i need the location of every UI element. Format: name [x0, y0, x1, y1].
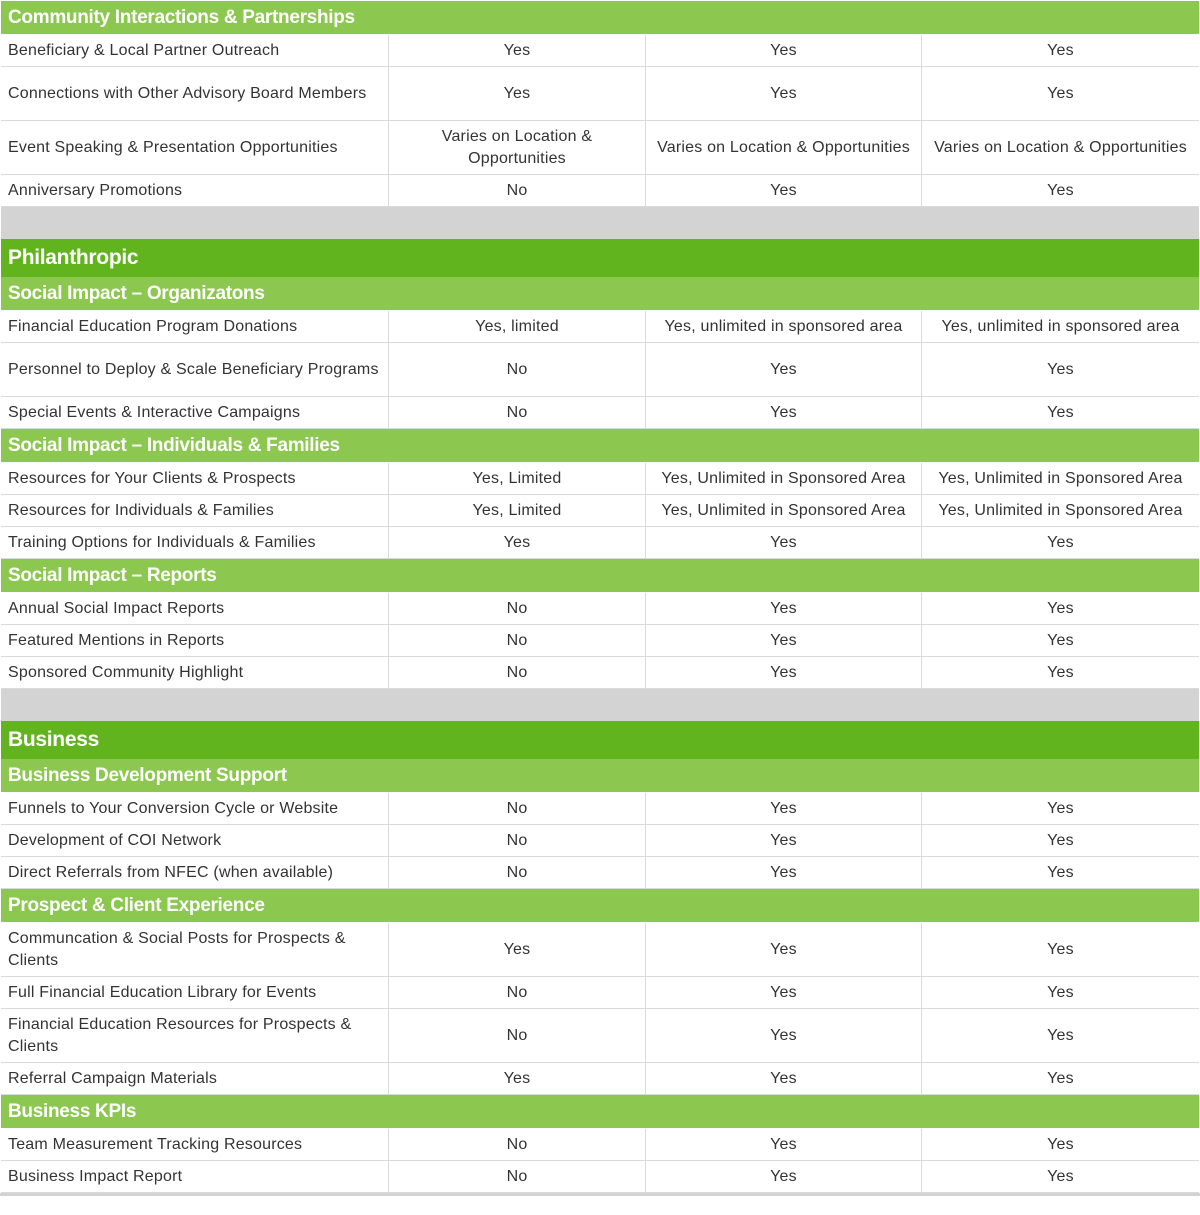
tier-2-value: Yes: [646, 343, 922, 396]
tier-2-value: Yes: [646, 1009, 922, 1062]
section-title: Social Impact – Organizatons: [8, 282, 265, 304]
section-title: Social Impact – Individuals & Families: [8, 434, 340, 456]
tier-3-value: Yes: [1047, 983, 1074, 1001]
tier-3-value: Yes, Unlimited in Sponsored Area: [938, 501, 1183, 519]
tier-3-value: Yes: [1047, 1069, 1074, 1087]
tier-3-value: Yes: [1047, 663, 1074, 681]
table-row: [1, 343, 1199, 397]
table-row: [1, 1063, 1199, 1095]
table-row: [1, 397, 1199, 429]
tier-3-value: Yes: [1047, 1167, 1074, 1185]
feature-label: Featured Mentions in Reports: [1, 625, 389, 656]
table-row: [1, 35, 1199, 67]
tier-1-value: Varies on Location & Opportunities: [389, 121, 646, 174]
tier-1-value: No: [389, 1009, 646, 1062]
tier-2-value: Yes: [646, 397, 922, 428]
tier-3-value: Yes: [1047, 1026, 1074, 1044]
feature-label: Direct Referrals from NFEC (when available): [1, 857, 389, 888]
feature-label: Team Measurement Tracking Resources: [1, 1129, 389, 1160]
tier-2-value: Yes: [646, 175, 922, 206]
subsection-header-social-impact-organizatons: [1, 277, 1199, 311]
section-title: Social Impact – Reports: [8, 564, 217, 586]
table-bottom-border: [0, 1193, 1200, 1196]
feature-label: Special Events & Interactive Campaigns: [1, 397, 389, 428]
tier-1-value: No: [389, 1129, 646, 1160]
tier-2-value: Yes: [646, 1063, 922, 1094]
table-row: [1, 67, 1199, 121]
table-row: [1, 857, 1199, 889]
table-row: [1, 657, 1199, 689]
feature-label: Business Impact Report: [1, 1161, 389, 1192]
section-spacer: [1, 689, 1199, 721]
feature-label: Connections with Other Advisory Board Members: [1, 67, 389, 120]
tier-3-value: Yes, Unlimited in Sponsored Area: [938, 469, 1183, 487]
feature-label: Resources for Individuals & Families: [1, 495, 389, 526]
section-title: Business Development Support: [8, 764, 287, 786]
section-title: Business KPIs: [8, 1100, 137, 1122]
tier-1-value: Yes: [389, 67, 646, 120]
tier-2-value: Yes: [646, 625, 922, 656]
subsection-header-prospect-client-experience: [1, 889, 1199, 923]
table-row: [1, 463, 1199, 495]
tier-2-value: Yes: [646, 35, 922, 66]
tier-3-value: Yes: [1047, 41, 1074, 59]
tier-3-value: Yes, unlimited in sponsored area: [941, 317, 1180, 335]
tier-1-value: Yes, limited: [389, 311, 646, 342]
comparison-table: [1, 1, 1199, 1193]
feature-label: Financial Education Program Donations: [1, 311, 389, 342]
tier-3-value: Yes: [1047, 181, 1074, 199]
section-title: Business: [8, 728, 99, 751]
feature-label: Resources for Your Clients & Prospects: [1, 463, 389, 494]
tier-3-value: Yes: [1047, 403, 1074, 421]
tier-2-value: Yes: [646, 857, 922, 888]
tier-1-value: No: [389, 343, 646, 396]
tier-1-value: No: [389, 1161, 646, 1192]
feature-label: Development of COI Network: [1, 825, 389, 856]
tier-2-value: Yes: [646, 977, 922, 1008]
feature-label: Annual Social Impact Reports: [1, 593, 389, 624]
tier-2-value: Yes: [646, 527, 922, 558]
feature-label: Training Options for Individuals & Families: [1, 527, 389, 558]
tier-2-value: Yes: [646, 923, 922, 976]
subsection-header-social-impact-individuals-families: [1, 429, 1199, 463]
tier-1-value: No: [389, 397, 646, 428]
subsection-header-social-impact-reports: [1, 559, 1199, 593]
tier-3-value: Yes: [1047, 940, 1074, 958]
tier-3-value: Yes: [1047, 84, 1074, 102]
tier-2-value: Yes: [646, 657, 922, 688]
tier-3-value: Yes: [1047, 799, 1074, 817]
tier-1-value: Yes: [389, 35, 646, 66]
tier-1-value: No: [389, 625, 646, 656]
table-row: [1, 311, 1199, 343]
table-row: [1, 1161, 1199, 1193]
tier-3-value: Yes: [1047, 863, 1074, 881]
tier-2-value: Varies on Location & Opportunities: [646, 121, 922, 174]
section-title: Community Interactions & Partnerships: [8, 6, 355, 28]
feature-label: Sponsored Community Highlight: [1, 657, 389, 688]
table-row: [1, 825, 1199, 857]
tier-1-value: No: [389, 793, 646, 824]
tier-1-value: No: [389, 593, 646, 624]
tier-1-value: No: [389, 657, 646, 688]
feature-label: Funnels to Your Conversion Cycle or Website: [1, 793, 389, 824]
tier-3-value: Yes: [1047, 1135, 1074, 1153]
section-header-philanthropic: [1, 239, 1199, 277]
table-row: [1, 527, 1199, 559]
tier-2-value: Yes: [646, 1129, 922, 1160]
subsection-header-business-kpis: [1, 1095, 1199, 1129]
tier-2-value: Yes, Unlimited in Sponsored Area: [646, 495, 922, 526]
section-header-business: [1, 721, 1199, 759]
tier-1-value: Yes: [389, 527, 646, 558]
tier-3-value: Yes: [1047, 831, 1074, 849]
tier-3-value: Yes: [1047, 533, 1074, 551]
feature-label: Financial Education Resources for Prospects & Clients: [1, 1009, 389, 1062]
tier-1-value: No: [389, 175, 646, 206]
tier-2-value: Yes: [646, 1161, 922, 1192]
tier-1-value: Yes: [389, 1063, 646, 1094]
tier-2-value: Yes, unlimited in sponsored area: [646, 311, 922, 342]
feature-label: Referral Campaign Materials: [1, 1063, 389, 1094]
tier-3-value: Yes: [1047, 599, 1074, 617]
section-title: Prospect & Client Experience: [8, 894, 265, 916]
table-row: [1, 495, 1199, 527]
tier-1-value: Yes, Limited: [389, 463, 646, 494]
tier-1-value: Yes: [389, 923, 646, 976]
tier-3-value: Yes: [1047, 360, 1074, 378]
feature-label: Beneficiary & Local Partner Outreach: [1, 35, 389, 66]
feature-label: Personnel to Deploy & Scale Beneficiary Programs: [1, 343, 389, 396]
table-row: [1, 977, 1199, 1009]
section-title: Philanthropic: [8, 246, 139, 269]
tier-2-value: Yes, Unlimited in Sponsored Area: [646, 463, 922, 494]
tier-3-value: Varies on Location & Opportunities: [934, 138, 1187, 156]
table-row: [1, 593, 1199, 625]
feature-label: Event Speaking & Presentation Opportunities: [1, 121, 389, 174]
table-row: [1, 625, 1199, 657]
subsection-header-business-development-support: [1, 759, 1199, 793]
tier-3-value: Yes: [1047, 631, 1074, 649]
tier-1-value: No: [389, 825, 646, 856]
section-spacer: [1, 207, 1199, 239]
tier-1-value: Yes, Limited: [389, 495, 646, 526]
subsection-header-community-interactions-partnerships: [1, 1, 1199, 35]
table-row: [1, 1129, 1199, 1161]
feature-label: Communcation & Social Posts for Prospects & Clients: [1, 923, 389, 976]
feature-label: Full Financial Education Library for Events: [1, 977, 389, 1008]
tier-2-value: Yes: [646, 67, 922, 120]
table-row: [1, 793, 1199, 825]
tier-2-value: Yes: [646, 825, 922, 856]
tier-2-value: Yes: [646, 793, 922, 824]
feature-label: Anniversary Promotions: [1, 175, 389, 206]
tier-2-value: Yes: [646, 593, 922, 624]
table-row: [1, 923, 1199, 977]
table-row: [1, 1009, 1199, 1063]
tier-1-value: No: [389, 857, 646, 888]
table-row: [1, 175, 1199, 207]
table-row: [1, 121, 1199, 175]
tier-1-value: No: [389, 977, 646, 1008]
